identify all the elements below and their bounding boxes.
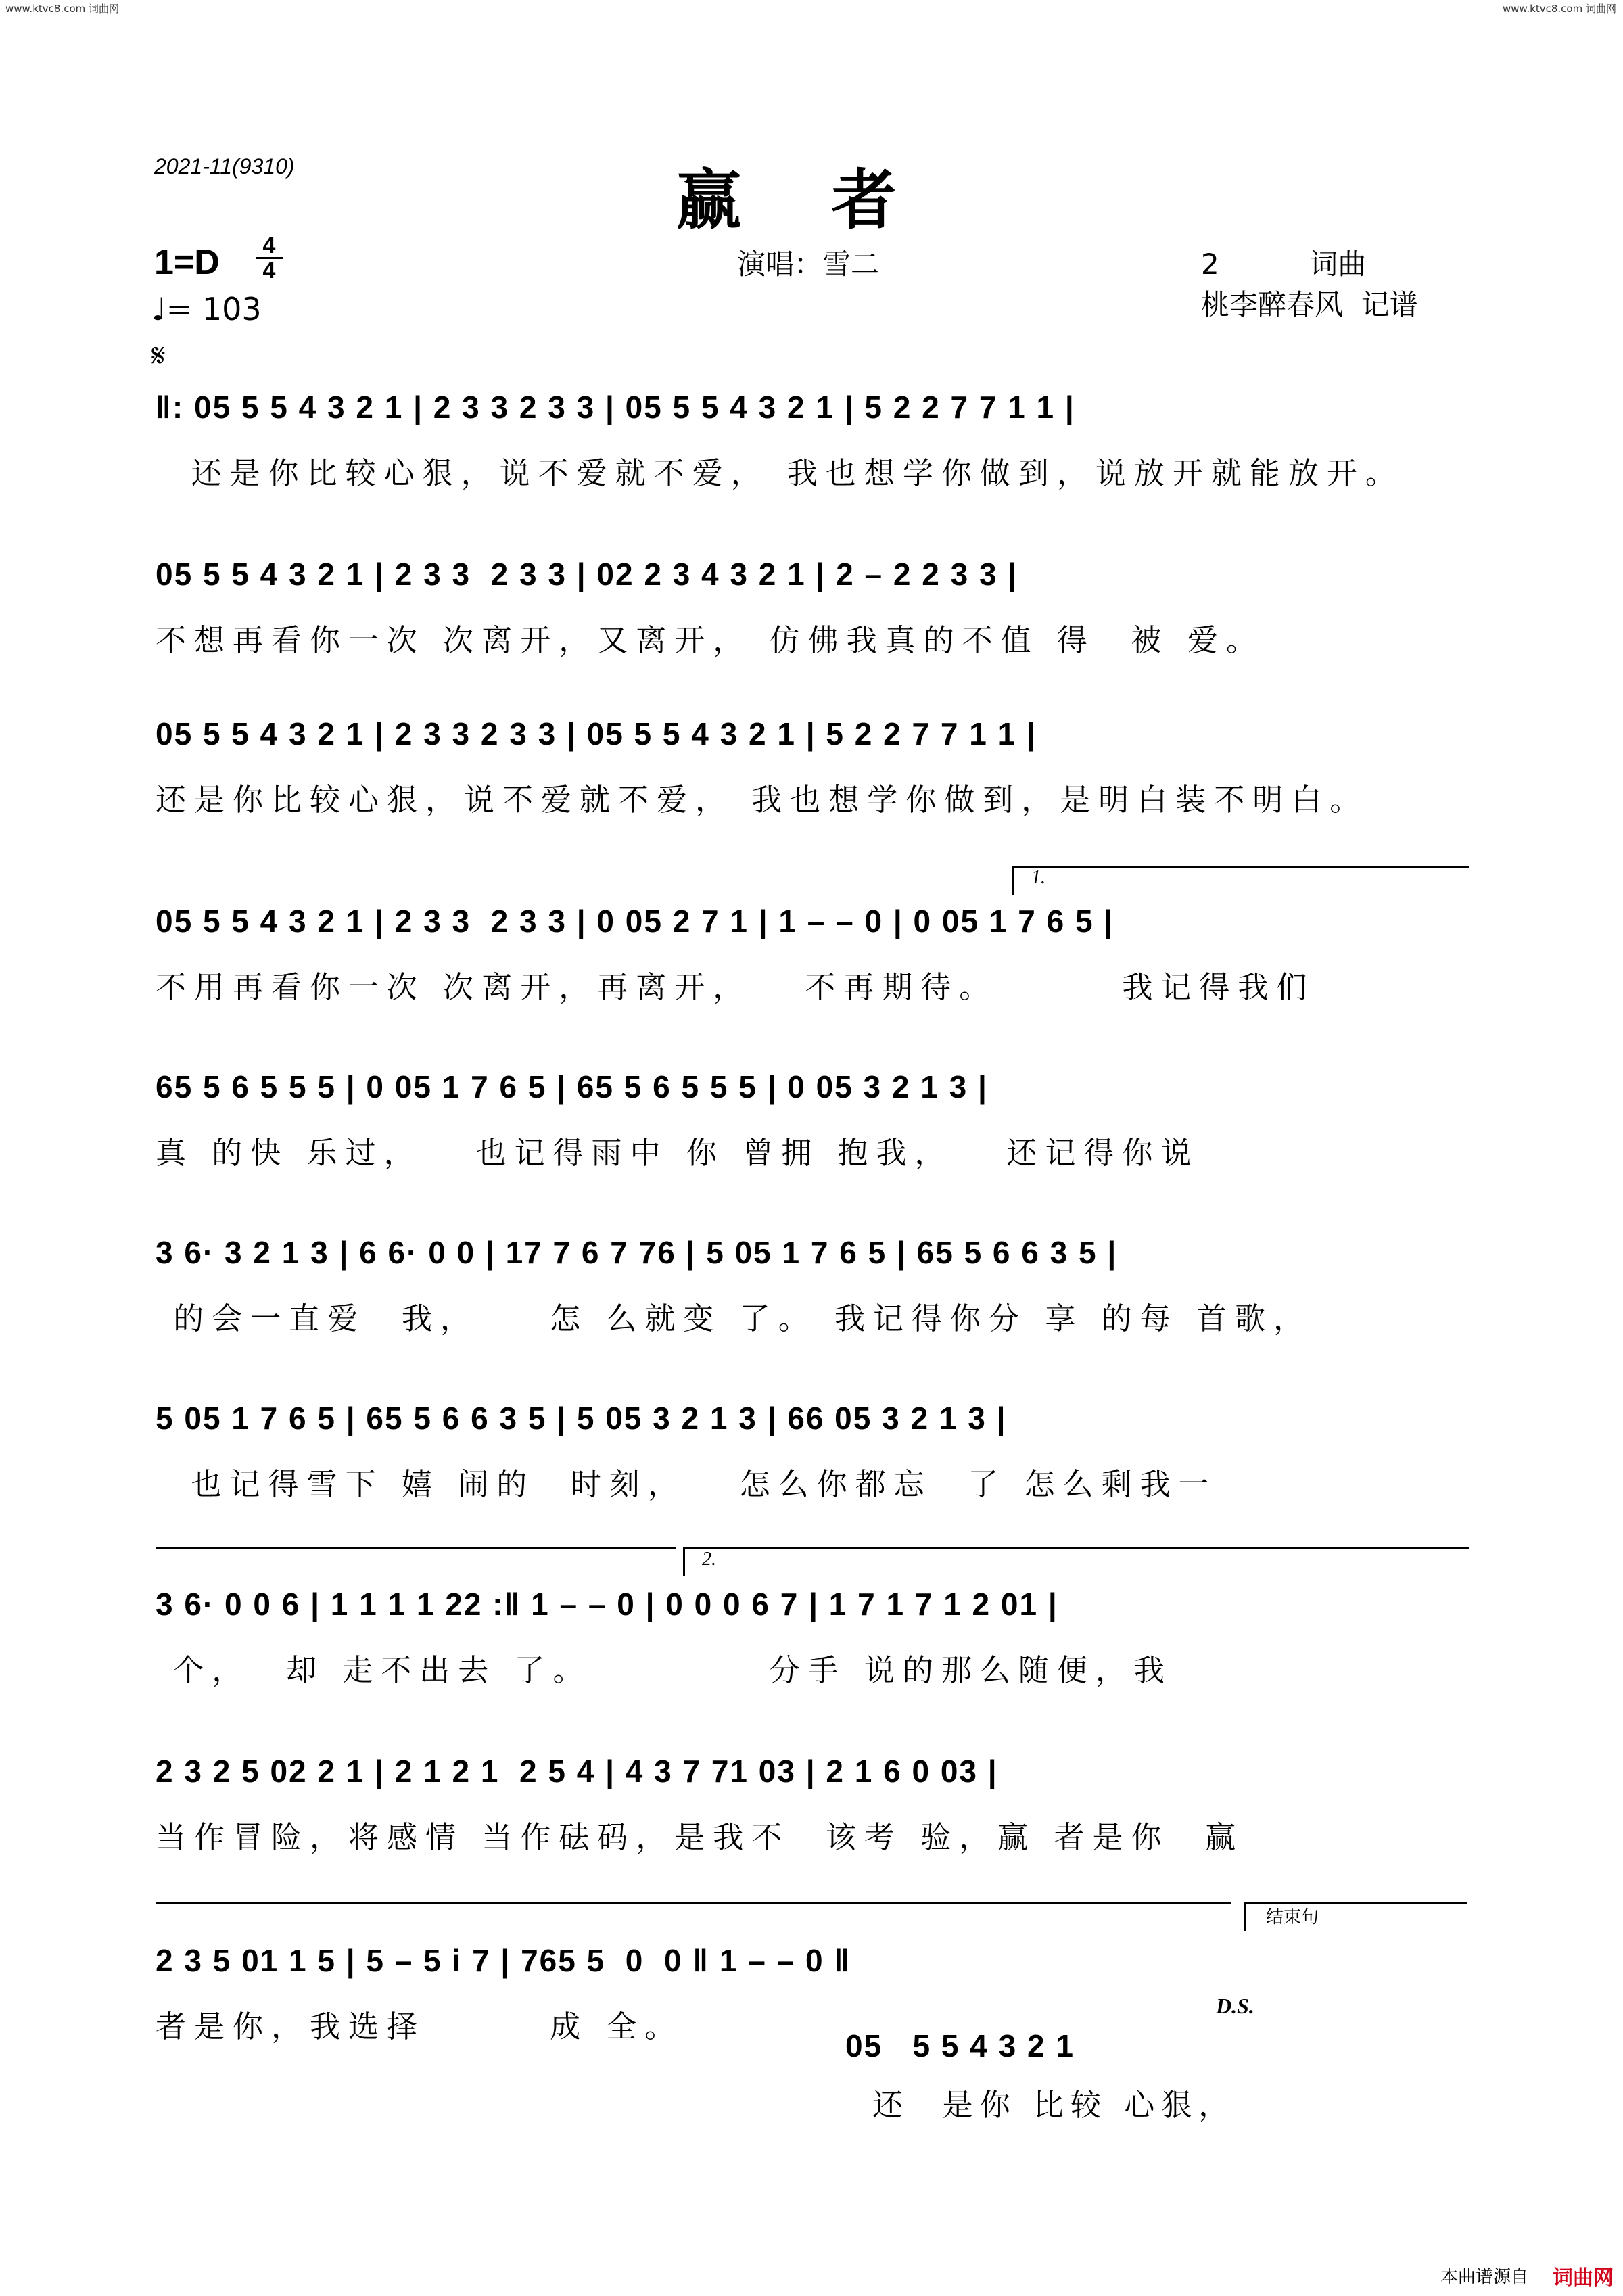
notation-line: 05 5 5 4 3 2 1 | 2 3 3 2 3 3 | 0 05 2 7 1 | 1 – – 0 | 0 05 1 7 6 5 | <box>156 904 1114 939</box>
footer-site-logo: 词曲网 <box>1553 2266 1614 2290</box>
notation-line: 2 3 5 01 1 5 | 5 – 5 i 7 | 765 5 0 0 ‖ 1 – – 0 ‖ <box>156 1943 851 1978</box>
lyricist-credit: 2 词曲 <box>1201 248 1367 281</box>
lyrics-line: 个， 却 走不出去 了。 分手 说的那么随便，我 <box>156 1652 1173 1688</box>
music-system-10 <box>156 1942 1467 2044</box>
music-system-3 <box>156 716 1467 818</box>
lyrics-line: 不用再看你一次 次离开，再离开， 不再期待。 我记得我们 <box>156 969 1315 1005</box>
time-numerator: 4 <box>262 233 276 258</box>
notation-line: ‖: 05 5 5 4 3 2 1 | 2 3 3 2 3 3 | 05 5 5 4 3 2 1 | 5 2 2 7 7 1 1 | <box>156 390 1075 425</box>
watermark-right: www.ktvc8.com 词曲网 <box>1502 3 1616 15</box>
lyrics-line: 者是你，我选择 成 全。 <box>156 2009 684 2044</box>
volta-line-2-continued <box>156 1902 1231 1904</box>
music-system-5 <box>156 1069 1467 1171</box>
music-system-6 <box>156 1234 1467 1336</box>
time-signature <box>256 234 283 282</box>
page-title: 赢 者 <box>676 162 897 238</box>
volta-label-1: 1. <box>1031 867 1045 888</box>
tempo-marking: ♩= 103 <box>151 291 262 327</box>
lyrics-line: 也记得雪下 嬉 闹的 时刻， 怎么你都忘 了 怎么剩我一 <box>156 1466 1217 1502</box>
music-system-4 <box>156 903 1467 1005</box>
transcriber-credit: 桃李醉春风 记谱 <box>1201 288 1418 321</box>
notation-line: 65 5 6 5 5 5 | 0 05 1 7 6 5 | 65 5 6 5 5 5 | 0 05 3 2 1 3 | <box>156 1069 988 1104</box>
singer-credit: 演唱：雪二 <box>737 248 880 281</box>
lyrics-line: 真 的快 乐过， 也记得雨中 你 曾拥 抱我， 还记得你说 <box>156 1135 1200 1171</box>
music-system-7 <box>156 1400 1467 1502</box>
segno-icon: 𝄋 <box>151 337 166 375</box>
lyrics-line: 还是你比较心狠，说不爱就不爱， 我也想学你做到，说放开就能放开。 <box>156 455 1404 491</box>
lyrics-line: 还是你比较心狠，说不爱就不爱， 我也想学你做到，是明白装不明白。 <box>156 782 1369 818</box>
notation-line: 05 5 5 4 3 2 1 | 2 3 3 2 3 3 | 05 5 5 4 3 2 1 | 5 2 2 7 7 1 1 | <box>156 716 1037 751</box>
notation-line: 3 6· 3 2 1 3 | 6 6· 0 0 | 17 7 6 7 76 | 5 05 1 7 6 5 | 65 5 6 6 3 5 | <box>156 1235 1118 1270</box>
score-code: 2021-11(9310) <box>154 154 295 179</box>
time-denominator: 4 <box>256 257 283 282</box>
notation-line: 2 3 2 5 02 2 1 | 2 1 2 1 2 5 4 | 4 3 7 71 03 | 2 1 6 0 03 | <box>156 1754 998 1789</box>
volta-bracket-2 <box>683 1547 1469 1576</box>
coda-lyrics: 还 是你 比较 心狠， <box>872 2087 1236 2123</box>
notation-line: 5 05 1 7 6 5 | 65 5 6 6 3 5 | 5 05 3 2 1 3 | 66 05 3 2 1 3 | <box>156 1401 1007 1436</box>
volta-line-1-continued <box>156 1547 676 1549</box>
coda-notation: 05 5 5 4 3 2 1 <box>845 2028 1075 2063</box>
music-system-9 <box>156 1753 1467 1855</box>
lyrics-line: 当作冒险，将感情 当作砝码，是我不 该考 验，赢 者是你 赢 <box>156 1819 1244 1855</box>
music-system-8 <box>156 1586 1467 1688</box>
notation-line: 05 5 5 4 3 2 1 | 2 3 3 2 3 3 | 02 2 3 4 3 2 1 | 2 – 2 2 3 3 | <box>156 557 1018 592</box>
notation-line: 3 6· 0 0 6 | 1 1 1 1 22 :‖ 1 – – 0 | 0 0 0 6 7 | 1 7 1 7 1 2 01 | <box>156 1587 1058 1622</box>
volta-label-2: 2. <box>702 1549 716 1570</box>
volta-bracket-1 <box>1012 866 1469 895</box>
music-system-1 <box>156 389 1467 491</box>
watermark-left: www.ktvc8.com 词曲网 <box>5 3 120 15</box>
ending-label: 结束句 <box>1266 1907 1319 1927</box>
lyrics-line: 不想再看你一次 次离开，又离开， 仿佛我真的不值 得 被 爱。 <box>156 622 1265 658</box>
music-system-2 <box>156 556 1467 658</box>
dal-segno-marking: D.S. <box>1216 1994 1254 2018</box>
footer-source: 本曲谱源自 <box>1440 2267 1528 2287</box>
key-signature: 1=D <box>154 243 220 282</box>
lyrics-line: 的会一直爱 我， 怎 么就变 了。 我记得你分 享 的每 首歌， <box>156 1301 1312 1336</box>
